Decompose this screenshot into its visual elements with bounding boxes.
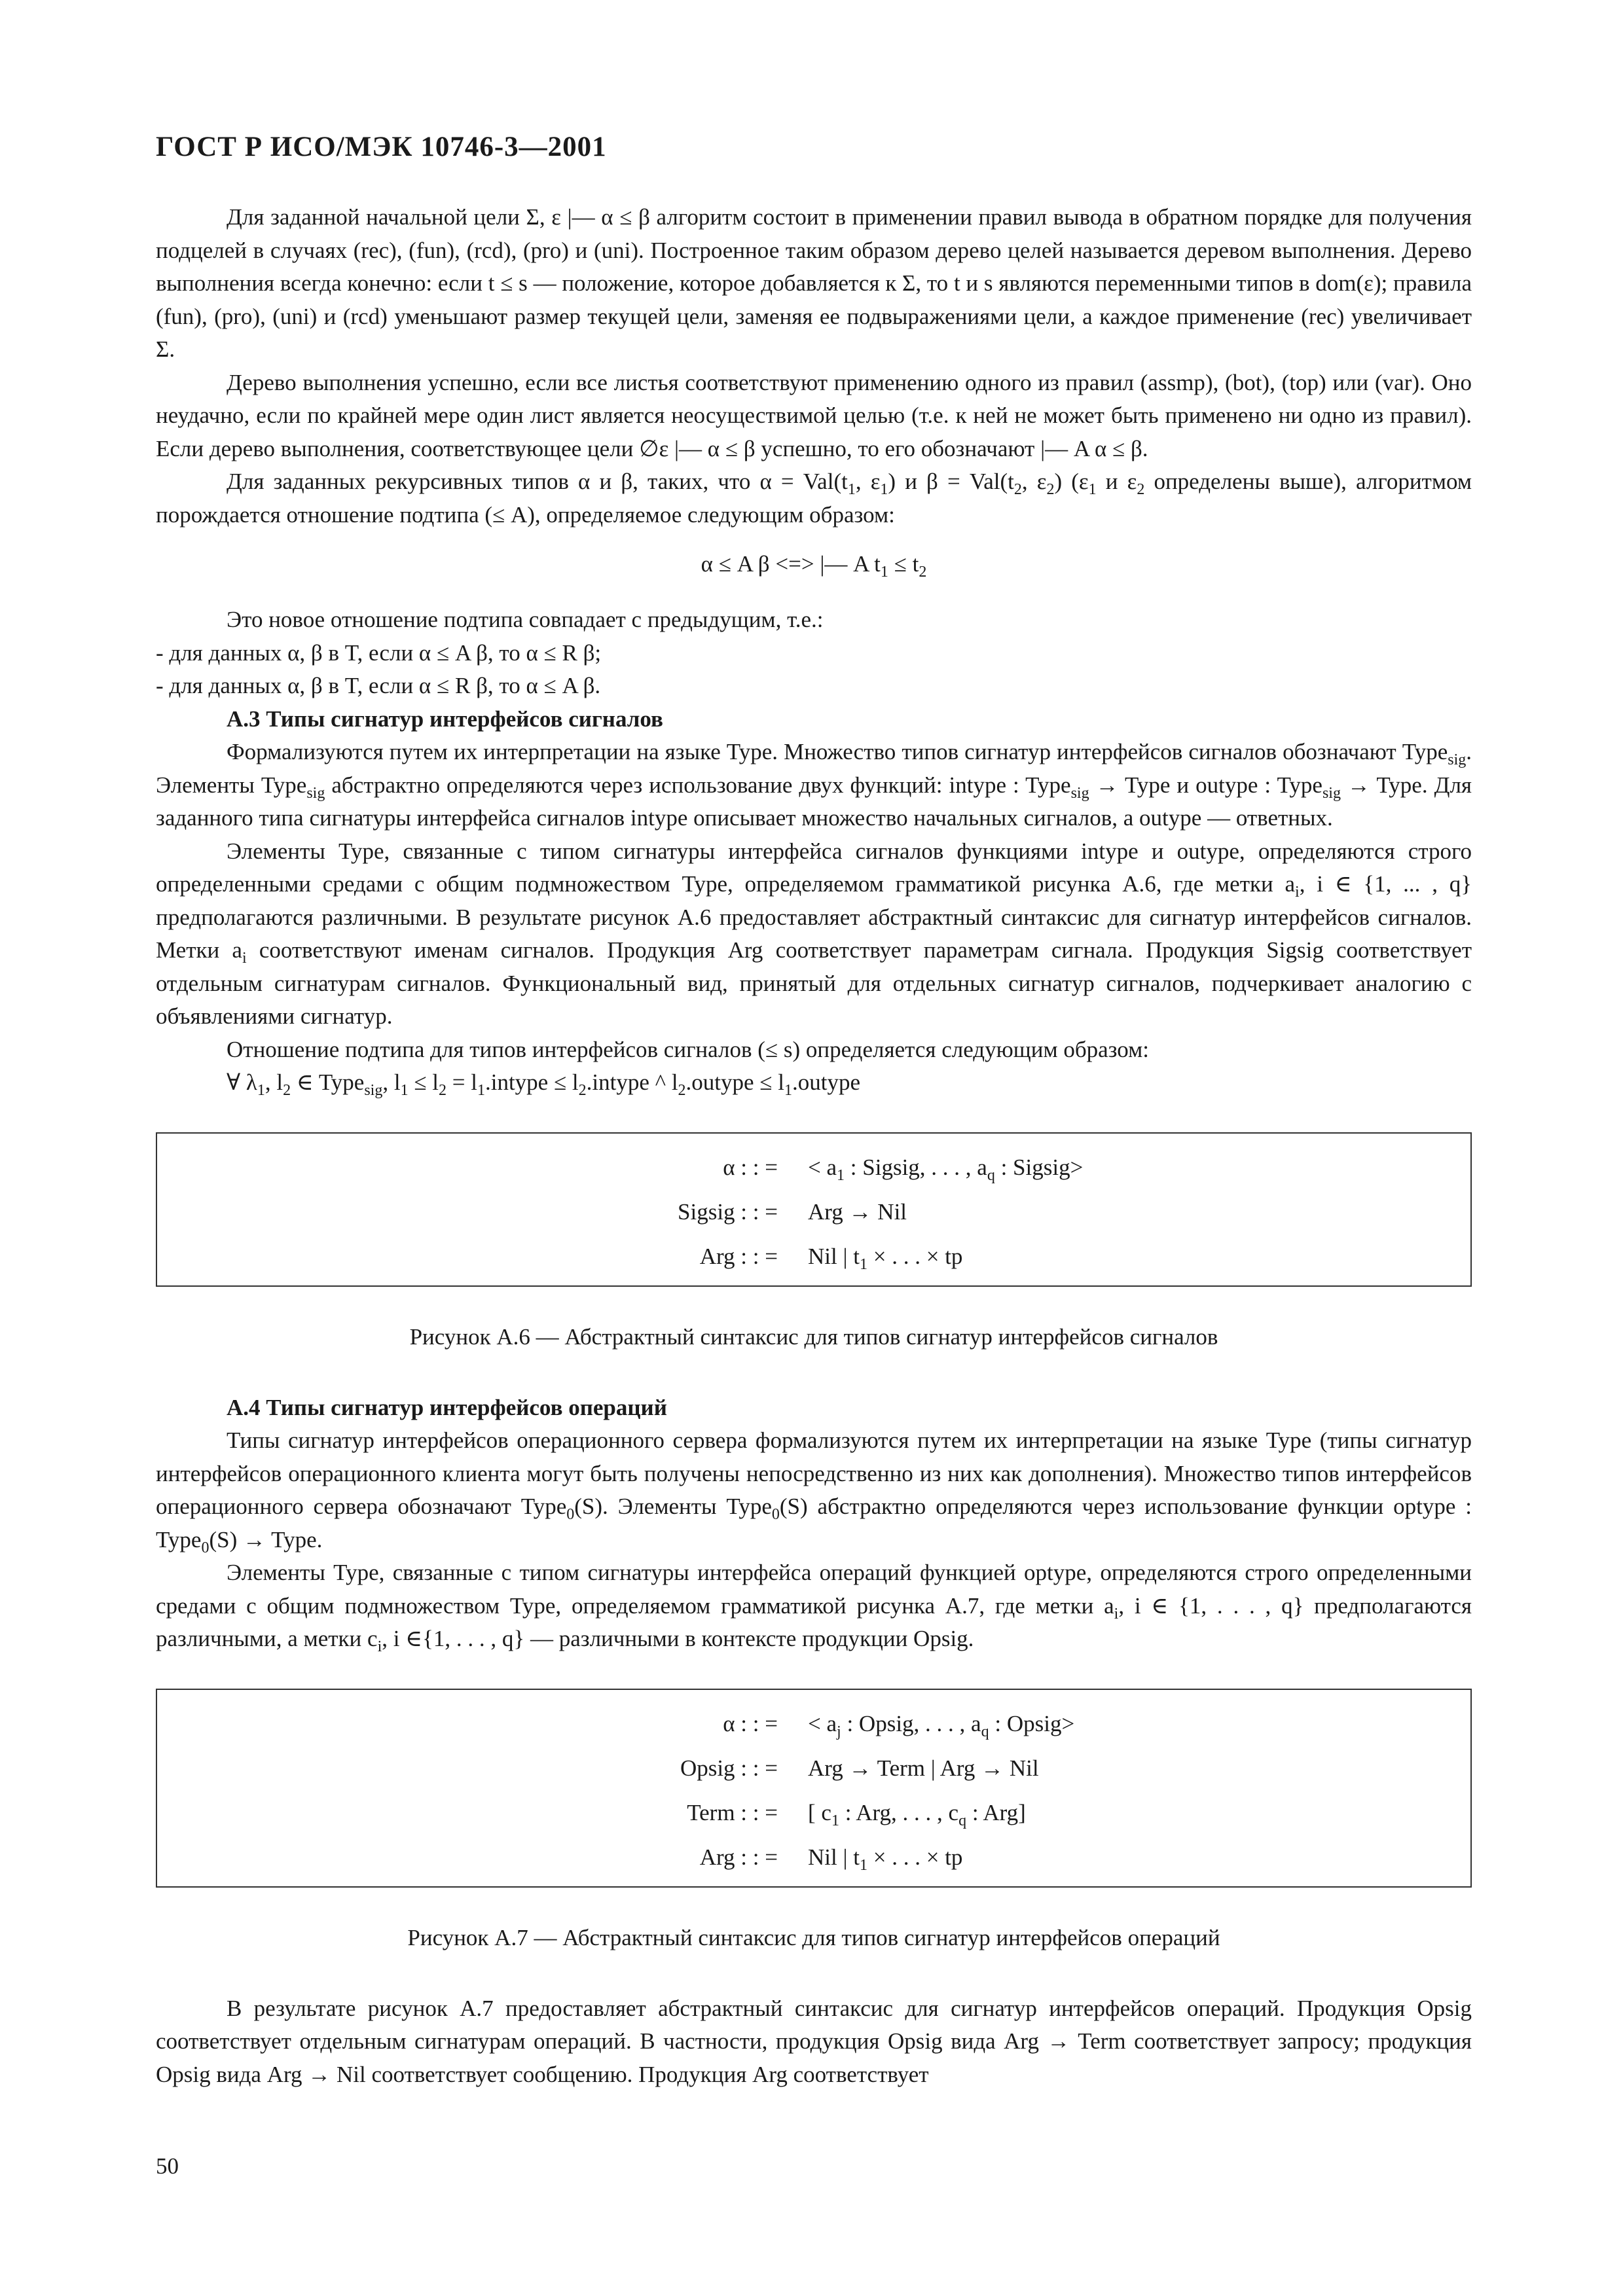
- grammar-rhs: Nil | $t_1$ × . . . × tp: [808, 1243, 963, 1273]
- grammar-rhs: [ $c_1$ : Arg, . . . , $c_q$ : Arg]: [808, 1799, 1026, 1829]
- grammar-lhs: Arg : : =: [699, 1243, 778, 1269]
- paragraph: В результате рисунок А.7 предоставляет абстрактный синтаксис для сигнатур интерфейсов операций. Продукция Opsig соответствует отдельным сигнатурам операций. В частности, продукция Opsig вида Arg → Term соответствует запросу; продукция Opsig вида Arg → Nil соответствует сообщению. Продукция Arg соответствует: [156, 1995, 1472, 2087]
- subtype-formula: α ≤ A β <=> |— A $t_1 \le t_2$: [701, 551, 927, 581]
- list-item: - для данных α, β в T, если α ≤ A β, то α ≤ R β;: [156, 639, 602, 666]
- section-heading-a3: А.3 Типы сигнатур интерфейсов сигналов: [227, 706, 663, 732]
- page-number: 50: [156, 2153, 179, 2179]
- grammar-row: [157, 1835, 1470, 1880]
- paragraph: Формализуются путем их интерпретации на языке Type. Множество типов сигнатур интерфейсов сигналов обозначают Type$_{sig}$. Элементы Type$_{sig}$ абстрактно определяются через использование двух функций: intype : Type$_{sig}$ → Type и outype : Type$_{sig}$ → Type. Для заданного типа сигнатуры интерфейса сигналов intype описывает множество начальных сигналов, а outype — ответных.: [156, 739, 1472, 831]
- section-heading-a4: А.4 Типы сигнатур интерфейсов операций: [227, 1394, 667, 1420]
- figure-caption-a6: Рисунок А.6 — Абстрактный синтаксис для типов сигнатур интерфейсов сигналов: [409, 1323, 1218, 1350]
- grammar-row: [157, 1746, 1470, 1791]
- document-header: ГОСТ Р ИСО/МЭК 10746-3—2001: [156, 132, 607, 162]
- grammar-lhs: Sigsig : : =: [678, 1198, 778, 1225]
- grammar-row: [157, 1791, 1470, 1835]
- page-content: [156, 131, 1472, 2091]
- grammar-lhs: Term : : =: [687, 1799, 778, 1825]
- grammar-row: [157, 1702, 1470, 1746]
- grammar-row: [157, 1234, 1470, 1279]
- grammar-box-a6: [156, 1132, 1472, 1287]
- paragraph: Отношение подтипа для типов интерфейсов сигналов (≤ s) определяется следующим образом:: [227, 1036, 1150, 1062]
- grammar-rhs: Nil | $t_1$ × . . . × tp: [808, 1844, 963, 1874]
- grammar-lhs: α : : =: [723, 1710, 778, 1736]
- list-item: - для данных α, β в T, если α ≤ R β, то α ≤ A β.: [156, 673, 601, 698]
- paragraph: Для заданной начальной цели Σ, ε |— α ≤ β алгоритм состоит в применении правил вывода в обратном порядке для получения подцелей в случаях (rec), (fun), (rcd), (pro) и (uni). Построенное таким образом дерево целей называется деревом выполнения. Дерево выполнения всегда конечно: если t ≤ s — положение, которое добавляется к Σ, то t и s являются переменными типов в dom(ε); правила (fun), (pro), (uni) и (rcd) уменьшают размер текущей цели, заменяя ее подвыражениями цели, а каждое применение (rec) увеличивает Σ.: [156, 204, 1472, 362]
- grammar-row: [157, 1145, 1470, 1190]
- paragraph: Типы сигнатур интерфейсов операционного сервера формализуются путем их интерпретации на языке Type (типы сигнатур интерфейсов операционного клиента могут быть получены непосредственно из них как дополнения). Множество типов интерфейсов операционного сервера обозначают Type$_0$(S). Элементы Type$_0$(S) абстрактно определяются через использование функции optype : Type$_0$(S) → Type.: [156, 1427, 1472, 1556]
- paragraph: Элементы Type, связанные с типом сигнатуры интерфейса операций функцией optype, определяются строго определенными средами с общим подмножеством Type, определяемом грамматикой рисунка А.7, где метки $a_i$, i ∈ {1, . . . , q} предполагаются различными, а метки $c_i$, i ∈{1, . . . , q} — различными в контексте продукции Opsig.: [156, 1560, 1472, 1655]
- paragraph: Дерево выполнения успешно, если все листья соответствуют применению одного из правил (assmp), (bot), (top) или (var). Оно неудачно, если по крайней мере один лист является неосуществимой целью (т.е. к ней не может быть применено ни одно из правил). Если дерево выполнения, соответствующее цели ∅ε |— α ≤ β успешно, то его обозначают |— A α ≤ β.: [156, 369, 1472, 461]
- figure-caption-a7: Рисунок А.7 — Абстрактный синтаксис для типов сигнатур интерфейсов операций: [407, 1924, 1220, 1950]
- grammar-row: [157, 1190, 1470, 1234]
- paragraph: Элементы Type, связанные с типом сигнатуры интерфейса сигналов функциями intype и outype, определяются строго определенными средами с общим подмножеством Type, определяемом грамматикой рисунка А.6, где метки $a_i$, i ∈ {1, ... , q} предполагаются различными. В результате рисунок А.6 предоставляет абстрактный синтаксис для сигнатур интерфейсов сигналов. Метки $a_i$ соответствуют именам сигналов. Продукция Arg соответствует параметрам сигнала. Продукция Sigsig соответствует отдельным сигнатурам сигналов. Функциональный вид, принятый для отдельных сигнатур сигналов, подчеркивает аналогию с объявлениями сигнатур.: [156, 838, 1472, 1029]
- paragraph: Для заданных рекурсивных типов α и β, таких, что $\alpha = Val(t_1$, $\varepsilon_1$) и $\beta = Val(t_2$, $\varepsilon_2$) ($\varepsilon_1$ и $\varepsilon_2$ определены выше), алгоритмом порождается отношение подтипа (≤ A), определяемое следующим образом:: [156, 469, 1472, 528]
- paragraph: Это новое отношение подтипа совпадает с предыдущим, т.е.:: [227, 607, 824, 632]
- grammar-rhs: < $a_j$ : Opsig, . . . , $a_q$ : Opsig>: [808, 1710, 1075, 1740]
- grammar-rhs: Arg → Nil: [808, 1198, 907, 1225]
- grammar-box-a7: [156, 1689, 1472, 1888]
- grammar-lhs: α : : =: [723, 1154, 778, 1180]
- grammar-rhs: Arg → Term | Arg → Nil: [808, 1755, 1039, 1781]
- grammar-lhs: Arg : : =: [699, 1844, 778, 1870]
- grammar-lhs: Opsig : : =: [680, 1755, 778, 1781]
- grammar-rhs: < $a_1$ : Sigsig, . . . , $a_q$ : Sigsig>: [808, 1154, 1084, 1184]
- subtype-formula-signals: ∀ $\lambda_1$, $l_2$ ∈ Type$_{sig}$, $l_1 \le l_2$ = $l_1.intype$ ≤ $l_2.intype$ ^ $l_2.outype$ ≤ $l_1.outype$: [227, 1069, 861, 1099]
